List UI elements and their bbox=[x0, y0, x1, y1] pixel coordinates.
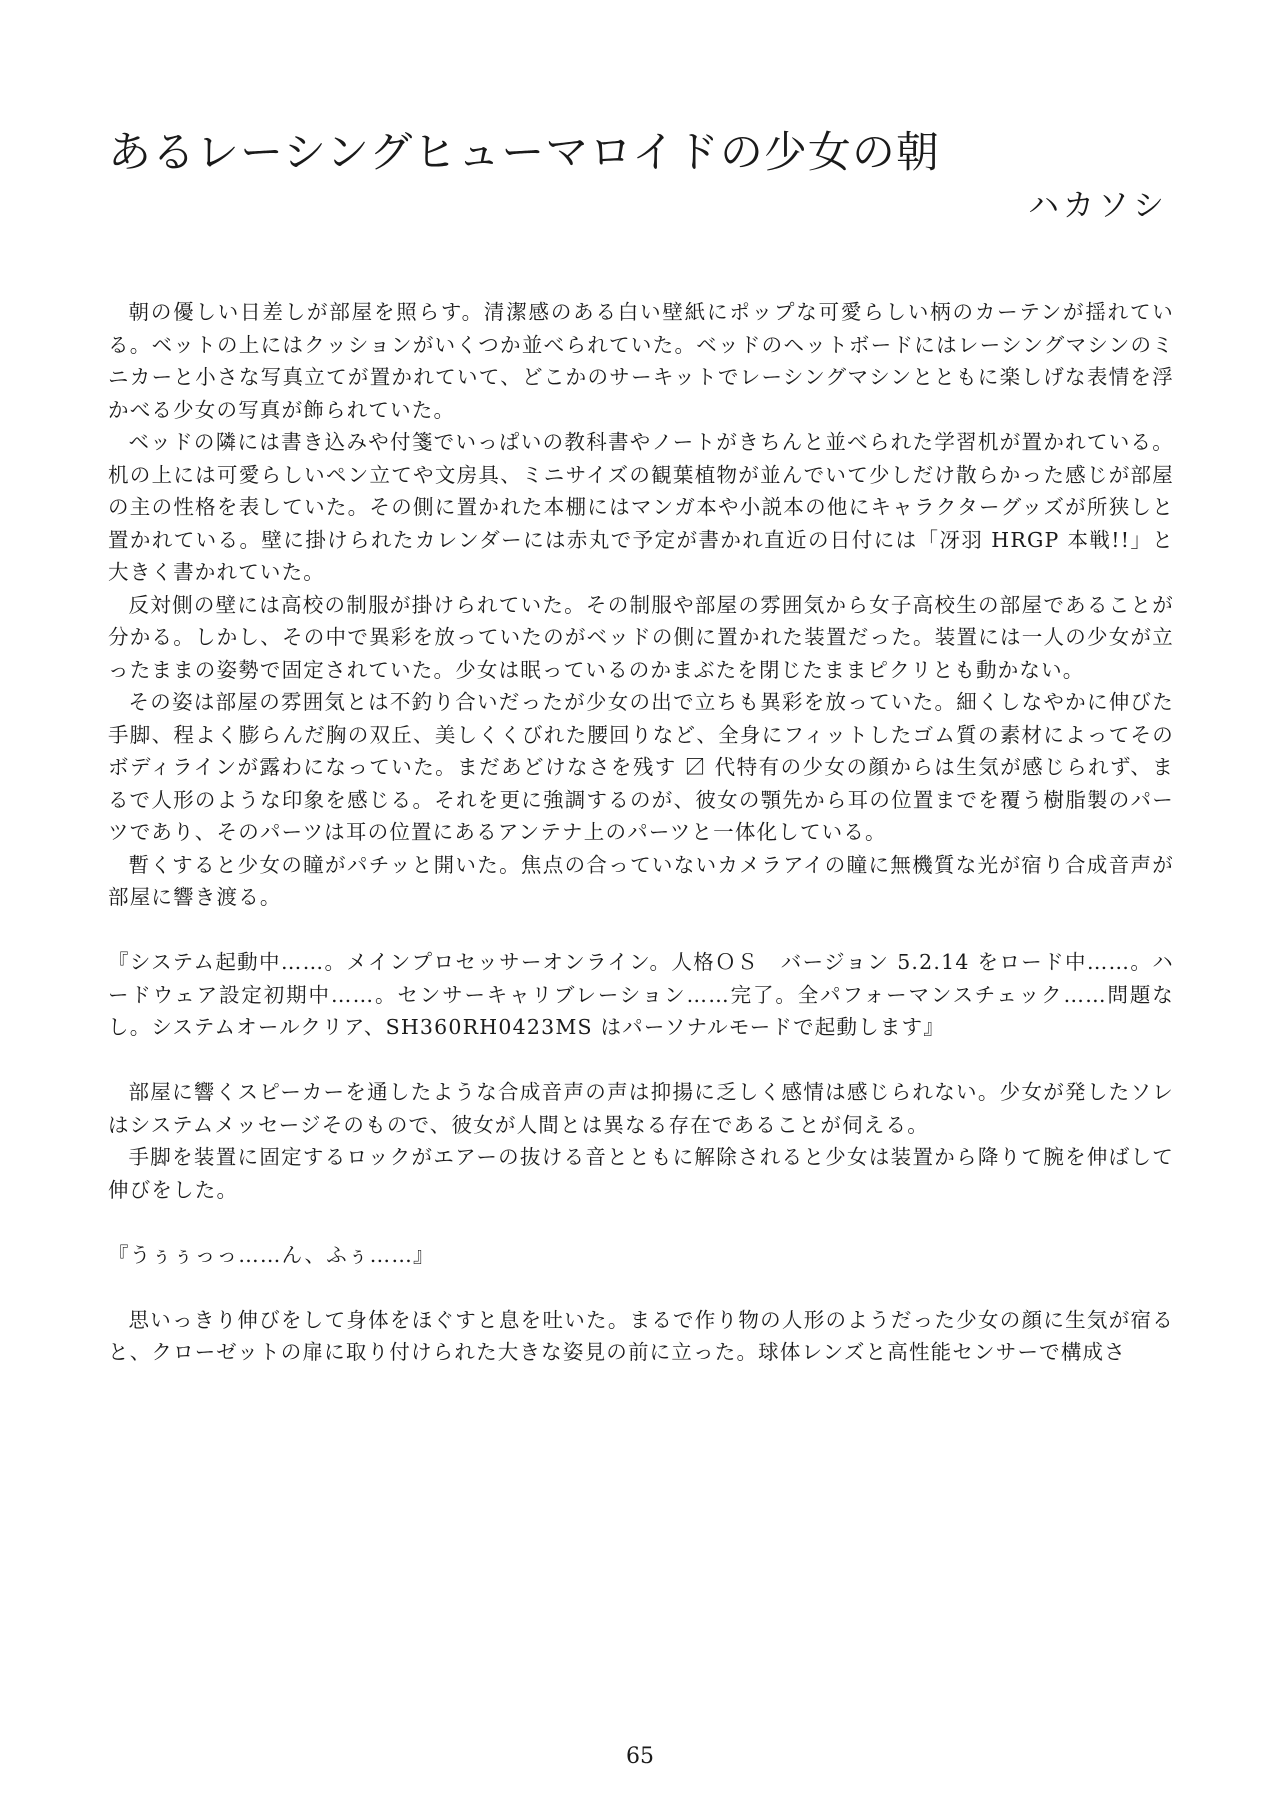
paragraph-gap bbox=[108, 1271, 1174, 1304]
story-body bbox=[108, 296, 1174, 1369]
page-number: 65 bbox=[626, 1744, 654, 1769]
paragraph: 反対側の壁には高校の制服が掛けられていた。その制服や部屋の雰囲気から女子高校生の部屋であることが分かる。しかし、その中で異彩を放っていたのがベッドの側に置かれた装置だった。装置には一人の少女が立ったままの姿勢で固定されていた。少女は眠っているのかまぶたを閉じたままピクリとも動かない。 bbox=[108, 592, 1174, 682]
paragraph-gap bbox=[108, 1044, 1174, 1077]
dialogue-system-message: 『システム起動中……。メインプロセッサーオンライン。人格ＯＳ バージョン 5.2.14 をロード中……。ハードウェア設定初期中……。センサーキャリブレーション……完了。全パフォーマンスチェック……問題なし。システムオールクリア、SH360RH0423MS はパーソナルモードで起動します』 bbox=[108, 950, 1174, 1039]
dialogue-line: 『うぅぅっっ……ん、ふぅ……』 bbox=[108, 1242, 435, 1267]
paragraph: 思いっきり伸びをして身体をほぐすと息を吐いた。まるで作り物の人形のようだった少女の顔に生気が宿ると、クローゼットの扉に取り付けられた大きな姿見の前に立った。球体レンズと高性能センサーで構成さ bbox=[108, 1307, 1174, 1364]
story-title: あるレーシングヒューマロイドの少女の朝 bbox=[108, 128, 940, 178]
paragraph: ベッドの隣には書き込みや付箋でいっぱいの教科書やノートがきちんと並べられた学習机が置かれている。机の上には可愛らしいペン立てや文房具、ミニサイズの観葉植物が並んでいて少しだけ散らかった感じが部屋の主の性格を表していた。その側に置かれた本棚にはマンガ本や小説本の他にキャラクターグッズが所狭しと置かれている。壁に掛けられたカレンダーには赤丸で予定が書かれ直近の日付には「冴羽 HRGP 本戦!!」と大きく書かれていた。 bbox=[108, 430, 1174, 584]
paragraph: 朝の優しい日差しが部屋を照らす。清潔感のある白い壁紙にポップな可愛らしい柄のカーテンが揺れている。ベットの上にはクッションがいくつか並べられていた。ベッドのヘットボードにはレーシングマシンのミニカーと小さな写真立てが置かれていて、どこかのサーキットでレーシングマシンとともに楽しげな表情を浮かべる少女の写真が飾られていた。 bbox=[108, 300, 1174, 422]
paragraph: 暫くすると少女の瞳がパチッと開いた。焦点の合っていないカメラアイの瞳に無機質な光が宿り合成音声が部屋に響き渡る。 bbox=[108, 852, 1174, 909]
author-name: ハカソシ bbox=[1028, 188, 1168, 224]
paragraph: 手脚を装置に固定するロックがエアーの抜ける音とともに解除されると少女は装置から降りて腕を伸ばして伸びをした。 bbox=[108, 1145, 1174, 1202]
paragraph: 部屋に響くスピーカーを通したような合成音声の声は抑揚に乏しく感情は感じられない。少女が発したソレはシステムメッセージそのもので、彼女が人間とは異なる存在であることが伺える。 bbox=[108, 1080, 1174, 1137]
paragraph-gap bbox=[108, 1206, 1174, 1239]
paragraph-gap bbox=[108, 914, 1174, 947]
paragraph: その姿は部屋の雰囲気とは不釣り合いだったが少女の出で立ちも異彩を放っていた。細くしなやかに伸びた手脚、程よく膨らんだ胸の双丘、美しくくびれた腰回りなど、全身にフィットしたゴム質の素材によってそのボディラインが露わになっていた。まだあどけなさを残す 〼 代特有の少女の顔からは生気が感じられず、まるで人形のような印象を感じる。それを更に強調するのが、彼女の顎先から耳の位置までを覆う樹脂製のパーツであり、そのパーツは耳の位置にあるアンテナ上のパーツと一体化している。 bbox=[108, 690, 1174, 844]
